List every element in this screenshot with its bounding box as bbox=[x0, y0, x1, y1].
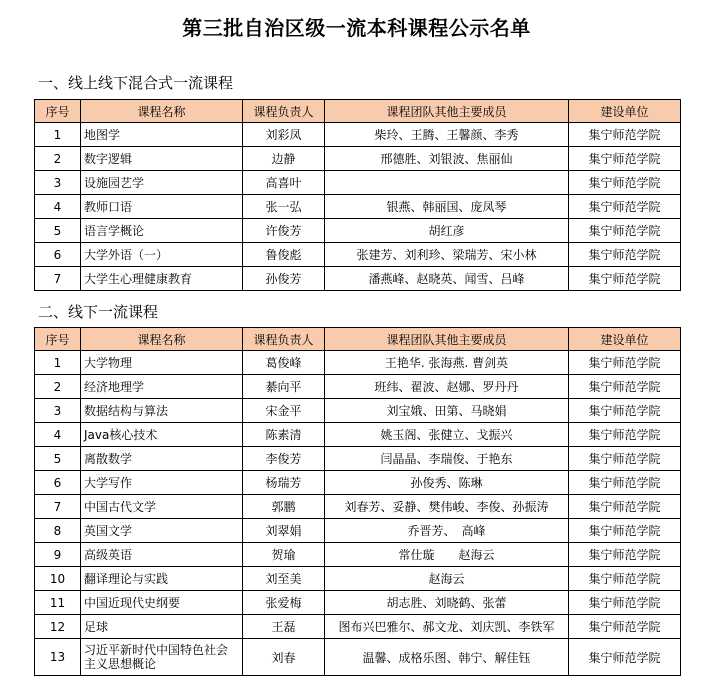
row-number: 5 bbox=[35, 219, 81, 243]
row-unit: 集宁师范学院 bbox=[569, 471, 681, 495]
row-number: 4 bbox=[35, 423, 81, 447]
row-unit: 集宁师范学院 bbox=[569, 567, 681, 591]
header-team-members: 课程团队其他主要成员 bbox=[325, 100, 569, 123]
row-course: 翻译理论与实践 bbox=[81, 567, 243, 591]
blended-courses-table bbox=[34, 99, 681, 291]
row-number: 3 bbox=[35, 399, 81, 423]
row-course: 设施园艺学 bbox=[81, 171, 243, 195]
row-team: 张建芳、刘利珍、梁瑞芳、宋小林 bbox=[325, 243, 569, 267]
row-unit: 集宁师范学院 bbox=[569, 615, 681, 639]
row-lead: 鲁俊彪 bbox=[243, 243, 325, 267]
table-row bbox=[35, 267, 681, 291]
row-team bbox=[325, 171, 569, 195]
row-lead: 贺瑜 bbox=[243, 543, 325, 567]
header-course-lead: 课程负责人 bbox=[243, 100, 325, 123]
row-number: 6 bbox=[35, 471, 81, 495]
row-course: 数字逻辑 bbox=[81, 147, 243, 171]
row-lead: 王磊 bbox=[243, 615, 325, 639]
row-course: 英国文学 bbox=[81, 519, 243, 543]
row-lead: 张爱梅 bbox=[243, 591, 325, 615]
row-lead: 高喜叶 bbox=[243, 171, 325, 195]
row-team: 闫晶晶、李瑞俊、于艳东 bbox=[325, 447, 569, 471]
table-row bbox=[35, 219, 681, 243]
row-unit: 集宁师范学院 bbox=[569, 447, 681, 471]
table-row bbox=[35, 351, 681, 375]
row-unit: 集宁师范学院 bbox=[569, 351, 681, 375]
row-team: 银燕、韩丽国、庞凤琴 bbox=[325, 195, 569, 219]
row-course: 中国古代文学 bbox=[81, 495, 243, 519]
table-row bbox=[35, 171, 681, 195]
table-row bbox=[35, 375, 681, 399]
table-row bbox=[35, 447, 681, 471]
row-unit: 集宁师范学院 bbox=[569, 123, 681, 147]
row-number: 10 bbox=[35, 567, 81, 591]
row-number: 1 bbox=[35, 123, 81, 147]
row-team: 刘宝娥、田第、马晓娟 bbox=[325, 399, 569, 423]
row-number: 8 bbox=[35, 519, 81, 543]
row-course: 教师口语 bbox=[81, 195, 243, 219]
row-lead: 刘翠娟 bbox=[243, 519, 325, 543]
row-number: 6 bbox=[35, 243, 81, 267]
row-course: 高级英语 bbox=[81, 543, 243, 567]
header-unit: 建设单位 bbox=[569, 328, 681, 351]
row-number: 2 bbox=[35, 375, 81, 399]
row-team: 赵海云 bbox=[325, 567, 569, 591]
table-row bbox=[35, 123, 681, 147]
header-number: 序号 bbox=[35, 328, 81, 351]
row-course: 离散数学 bbox=[81, 447, 243, 471]
page-title: 第三批自治区级一流本科课程公示名单 bbox=[182, 16, 531, 40]
row-lead: 边静 bbox=[243, 147, 325, 171]
row-unit: 集宁师范学院 bbox=[569, 219, 681, 243]
row-course: 大学外语（一） bbox=[81, 243, 243, 267]
row-unit: 集宁师范学院 bbox=[569, 399, 681, 423]
row-team: 温馨、成格乐图、韩宁、解佳钰 bbox=[325, 639, 569, 676]
row-unit: 集宁师范学院 bbox=[569, 423, 681, 447]
table-row bbox=[35, 471, 681, 495]
table-row bbox=[35, 243, 681, 267]
row-unit: 集宁师范学院 bbox=[569, 591, 681, 615]
row-number: 9 bbox=[35, 543, 81, 567]
row-team: 刘春芳、妥静、樊伟峻、李俊、孙振涛 bbox=[325, 495, 569, 519]
row-number: 7 bbox=[35, 267, 81, 291]
row-team: 胡志胜、刘晓鹤、张蕾 bbox=[325, 591, 569, 615]
row-team: 胡红彦 bbox=[325, 219, 569, 243]
section-heading-blended: 一、线上线下混合式一流课程 bbox=[38, 74, 234, 92]
table-header-row bbox=[35, 328, 681, 351]
row-unit: 集宁师范学院 bbox=[569, 195, 681, 219]
row-unit: 集宁师范学院 bbox=[569, 267, 681, 291]
row-lead: 张一弘 bbox=[243, 195, 325, 219]
table-row bbox=[35, 639, 681, 676]
row-unit: 集宁师范学院 bbox=[569, 495, 681, 519]
row-number: 1 bbox=[35, 351, 81, 375]
table-row bbox=[35, 495, 681, 519]
row-lead: 宋金平 bbox=[243, 399, 325, 423]
row-unit: 集宁师范学院 bbox=[569, 639, 681, 676]
row-number: 11 bbox=[35, 591, 81, 615]
row-lead: 郭鹏 bbox=[243, 495, 325, 519]
table-row bbox=[35, 519, 681, 543]
row-team: 邢德胜、刘银波、焦丽仙 bbox=[325, 147, 569, 171]
offline-courses-table bbox=[34, 327, 681, 676]
row-lead: 刘彩凤 bbox=[243, 123, 325, 147]
row-team: 潘燕峰、赵晓英、闻雪、吕峰 bbox=[325, 267, 569, 291]
table-row bbox=[35, 567, 681, 591]
row-unit: 集宁师范学院 bbox=[569, 543, 681, 567]
row-course: 语言学概论 bbox=[81, 219, 243, 243]
row-course: 数据结构与算法 bbox=[81, 399, 243, 423]
row-course: 足球 bbox=[81, 615, 243, 639]
table-row bbox=[35, 591, 681, 615]
row-number: 5 bbox=[35, 447, 81, 471]
row-number: 7 bbox=[35, 495, 81, 519]
row-team: 柴玲、王腾、王馨颜、李秀 bbox=[325, 123, 569, 147]
row-unit: 集宁师范学院 bbox=[569, 171, 681, 195]
row-number: 13 bbox=[35, 639, 81, 676]
row-unit: 集宁师范学院 bbox=[569, 243, 681, 267]
row-course: 习近平新时代中国特色社会主义思想概论 bbox=[81, 639, 243, 676]
table-row bbox=[35, 399, 681, 423]
row-number: 4 bbox=[35, 195, 81, 219]
header-course-name: 课程名称 bbox=[81, 100, 243, 123]
row-team: 图布兴巴雅尔、郝文龙、刘庆凯、李铁军 bbox=[325, 615, 569, 639]
row-team: 班纬、翟波、赵娜、罗丹丹 bbox=[325, 375, 569, 399]
row-lead: 綦向平 bbox=[243, 375, 325, 399]
header-course-lead: 课程负责人 bbox=[243, 328, 325, 351]
row-course: 大学写作 bbox=[81, 471, 243, 495]
row-team: 孙俊秀、陈琳 bbox=[325, 471, 569, 495]
row-lead: 陈素清 bbox=[243, 423, 325, 447]
table-row bbox=[35, 543, 681, 567]
section-heading-offline: 二、线下一流课程 bbox=[38, 303, 159, 321]
row-unit: 集宁师范学院 bbox=[569, 519, 681, 543]
table-row bbox=[35, 615, 681, 639]
row-lead: 孙俊芳 bbox=[243, 267, 325, 291]
row-unit: 集宁师范学院 bbox=[569, 375, 681, 399]
header-number: 序号 bbox=[35, 100, 81, 123]
row-lead: 杨瑞芳 bbox=[243, 471, 325, 495]
row-number: 3 bbox=[35, 171, 81, 195]
row-team: 王艳华. 张海燕. 曹剑英 bbox=[325, 351, 569, 375]
table-row bbox=[35, 195, 681, 219]
table-header-row bbox=[35, 100, 681, 123]
row-number: 2 bbox=[35, 147, 81, 171]
row-lead: 刘至美 bbox=[243, 567, 325, 591]
row-course: 经济地理学 bbox=[81, 375, 243, 399]
row-lead: 李俊芳 bbox=[243, 447, 325, 471]
header-team-members: 课程团队其他主要成员 bbox=[325, 328, 569, 351]
row-team: 姚玉阁、张健立、戈振兴 bbox=[325, 423, 569, 447]
row-lead: 葛俊峰 bbox=[243, 351, 325, 375]
row-team: 常仕璇 赵海云 bbox=[325, 543, 569, 567]
header-unit: 建设单位 bbox=[569, 100, 681, 123]
header-course-name: 课程名称 bbox=[81, 328, 243, 351]
row-lead: 刘春 bbox=[243, 639, 325, 676]
row-team: 乔晋芳、 高峰 bbox=[325, 519, 569, 543]
row-course: 大学生心理健康教育 bbox=[81, 267, 243, 291]
row-course: 中国近现代史纲要 bbox=[81, 591, 243, 615]
row-course: 地图学 bbox=[81, 123, 243, 147]
row-number: 12 bbox=[35, 615, 81, 639]
row-course: Java核心技术 bbox=[81, 423, 243, 447]
row-course: 大学物理 bbox=[81, 351, 243, 375]
row-unit: 集宁师范学院 bbox=[569, 147, 681, 171]
table-row bbox=[35, 147, 681, 171]
row-lead: 许俊芳 bbox=[243, 219, 325, 243]
table-row bbox=[35, 423, 681, 447]
